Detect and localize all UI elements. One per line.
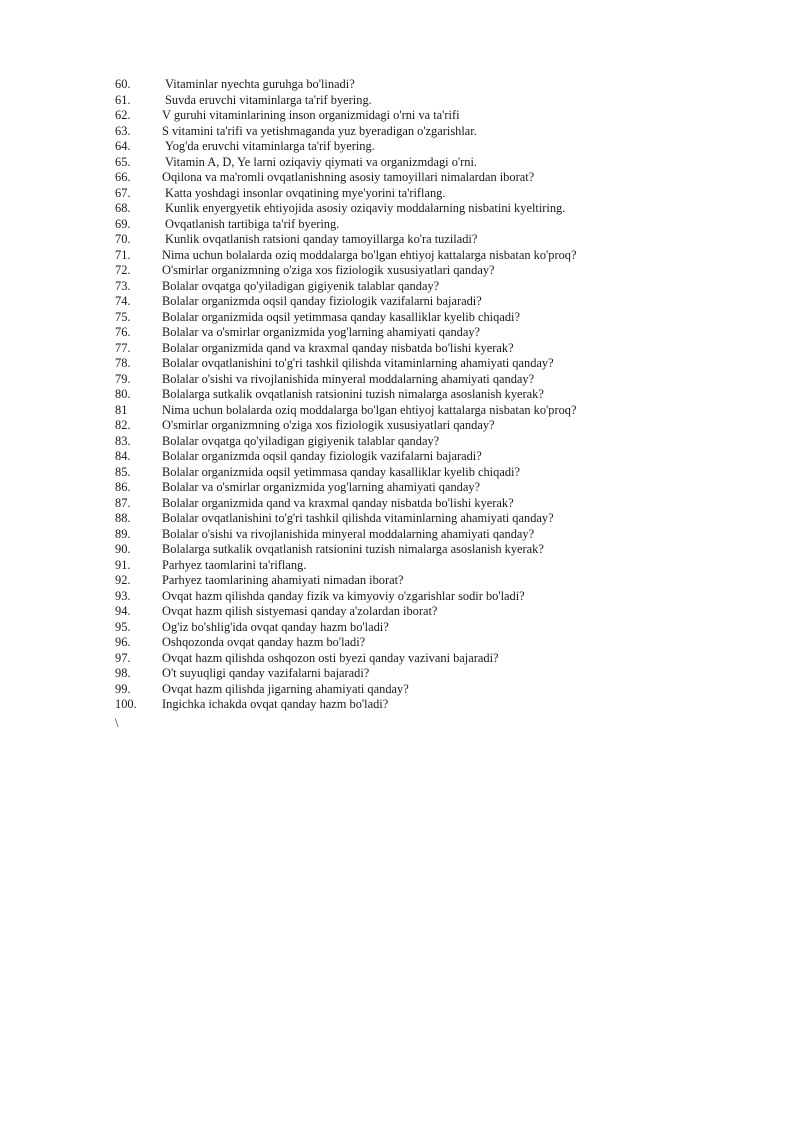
question-text: Parhyez taomlarini ta'riflang. [162,557,307,572]
question-list [115,77,755,713]
question-text: Bolalar organizmida qand va kraxmal qanday nisbatda bo'lishi kyerak? [162,495,514,510]
question-text: Katta yoshdagi insonlar ovqatining mye'yorini ta'riflang. [165,185,446,200]
question-text: Nima uchun bolalarda oziq moddalarga bo'lgan ehtiyoj kattalarga nisbatan ko'proq? [162,402,577,417]
question-number: 81 [115,402,128,417]
question-text: O'smirlar organizmning o'ziga xos fiziologik xususiyatlari qanday? [162,418,495,432]
question-number: 89. [115,526,131,541]
question-number: 76. [115,325,131,339]
question-text: Ovqat hazm qilishda jigarning ahamiyati qanday? [162,681,409,696]
question-text: Oshqozonda ovqat qanday hazm bo'ladi? [162,635,366,649]
question-text: Og'iz bo'shlig'ida ovqat qanday hazm bo'ladi? [162,619,389,634]
question-item [115,108,755,124]
question-number: 92. [115,573,131,587]
question-number: 68. [115,201,131,215]
question-item [115,263,755,279]
question-item [115,356,755,372]
question-text: Ovqatlanish tartibiga ta'rif byering. [165,216,340,231]
question-item [115,93,755,109]
question-item [115,558,755,574]
question-number: 91. [115,557,131,572]
question-text: V guruhi vitaminlarining inson organizmidagi o'rni va ta'rifi [162,108,460,122]
question-item [115,418,755,434]
question-item [115,542,755,558]
question-number: 95. [115,619,131,634]
question-number: 67. [115,185,131,200]
question-text: Parhyez taomlarining ahamiyati nimadan iborat? [162,573,404,587]
question-item [115,217,755,233]
question-text: Ovqat hazm qilish sistyemasi qanday a'zolardan iborat? [162,604,438,618]
question-item [115,449,755,465]
question-text: Bolalar organizmida qand va kraxmal qanday nisbatda bo'lishi kyerak? [162,340,514,355]
question-number: 86. [115,480,131,494]
question-number: 98. [115,666,131,680]
question-text: S vitamini ta'rifi va yetishmaganda yuz byeradigan o'zgarishlar. [162,123,477,138]
question-item [115,682,755,698]
question-number: 90. [115,542,131,556]
question-item [115,620,755,636]
question-number: 73. [115,278,131,293]
question-text: Vitaminlar nyechta guruhga bo'linadi? [165,77,355,91]
question-number: 63. [115,123,131,138]
question-text: Bolalar ovqatga qo'yiladigan gigiyenik talablar qanday? [162,433,440,448]
question-item [115,279,755,295]
question-text: Bolalar organizmda oqsil qanday fiziologik vazifalarni bajaradi? [162,294,482,308]
question-text: Kunlik ovqatlanish ratsioni qanday tamoyillarga ko'ra tuziladi? [165,232,478,246]
question-text: Bolalar organizmida oqsil yetimmasa qanday kasalliklar kyelib chiqadi? [162,464,520,479]
question-item [115,573,755,589]
question-number: 61. [115,92,131,107]
question-text: Bolalar ovqatlanishini to'g'ri tashkil qilishda vitaminlarning ahamiyati qanday? [162,356,554,370]
question-text: Bolalar o'sishi va rivojlanishida minyeral moddalarning ahamiyati qanday? [162,526,535,541]
question-text: Oqilona va ma'romli ovqatlanishning asosiy tamoyillari nimalardan iborat? [162,170,535,184]
question-item [115,372,755,388]
question-number: 79. [115,371,131,386]
question-item [115,124,755,140]
question-item [115,651,755,667]
question-number: 83. [115,433,131,448]
question-number: 96. [115,635,131,649]
question-text: Bolalarga sutkalik ovqatlanish ratsionini tuzish nimalarga asoslanish kyerak? [162,387,544,401]
question-text: Bolalar ovqatga qo'yiladigan gigiyenik talablar qanday? [162,278,440,293]
question-number: 71. [115,247,131,262]
question-number: 64. [115,139,131,153]
question-number: 87. [115,495,131,510]
question-text: Bolalarga sutkalik ovqatlanish ratsionini tuzish nimalarga asoslanish kyerak? [162,542,544,556]
question-number: 100. [115,697,137,711]
question-item [115,170,755,186]
question-number: 99. [115,681,131,696]
question-item [115,186,755,202]
question-item [115,310,755,326]
question-number: 69. [115,216,131,231]
question-item [115,465,755,481]
question-item [115,635,755,651]
question-number: 78. [115,356,131,370]
question-item [115,604,755,620]
question-item [115,480,755,496]
question-text: Vitamin A, D, Ye larni oziqaviy qiymati va organizmdagi o'rni. [165,154,478,169]
question-number: 85. [115,464,131,479]
question-text: Bolalar o'sishi va rivojlanishida minyeral moddalarning ahamiyati qanday? [162,371,535,386]
question-item [115,139,755,155]
question-item [115,403,755,419]
question-item [115,232,755,248]
question-text: Bolalar va o'smirlar organizmida yog'larning ahamiyati qanday? [162,480,481,494]
question-text: Nima uchun bolalarda oziq moddalarga bo'lgan ehtiyoj kattalarga nisbatan ko'proq? [162,247,577,262]
question-number: 65. [115,154,131,169]
question-number: 82. [115,418,131,432]
question-text: Ovqat hazm qilishda qanday fizik va kimyoviy o'zgarishlar sodir bo'ladi? [162,588,525,603]
question-text: Bolalar va o'smirlar organizmida yog'larning ahamiyati qanday? [162,325,481,339]
question-item [115,589,755,605]
question-item [115,387,755,403]
question-item [115,434,755,450]
question-item [115,294,755,310]
question-text: Suvda eruvchi vitaminlarga ta'rif byering. [165,92,372,107]
question-text: Yog'da eruvchi vitaminlarga ta'rif byering. [165,139,375,153]
question-number: 74. [115,294,131,308]
question-text: O'smirlar organizmning o'ziga xos fiziologik xususiyatlari qanday? [162,263,495,277]
question-item [115,77,755,93]
question-number: 88. [115,511,131,525]
question-number: 80. [115,387,131,401]
question-text: Bolalar organizmida oqsil yetimmasa qanday kasalliklar kyelib chiqadi? [162,309,520,324]
question-item [115,325,755,341]
question-item [115,496,755,512]
question-number: 84. [115,449,131,463]
question-number: 60. [115,77,131,91]
question-text: Ingichka ichakda ovqat qanday hazm bo'ladi? [162,697,389,711]
question-number: 94. [115,604,131,618]
question-item [115,201,755,217]
question-number: 75. [115,309,131,324]
question-text: Ovqat hazm qilishda oshqozon osti byezi qanday vazivani bajaradi? [162,650,499,665]
question-item [115,666,755,682]
question-item [115,697,755,713]
question-number: 66. [115,170,131,184]
question-text: O't suyuqligi qanday vazifalarni bajaradi? [162,666,370,680]
question-number: 93. [115,588,131,603]
trailing-backslash: \ [115,716,119,730]
question-item [115,511,755,527]
question-number: 70. [115,232,131,246]
question-text: Bolalar ovqatlanishini to'g'ri tashkil qilishda vitaminlarning ahamiyati qanday? [162,511,554,525]
question-text: Bolalar organizmda oqsil qanday fiziologik vazifalarni bajaradi? [162,449,482,463]
question-item [115,527,755,543]
question-item [115,155,755,171]
question-number: 72. [115,263,131,277]
question-number: 77. [115,340,131,355]
question-number: 97. [115,650,131,665]
question-text: Kunlik enyergyetik ehtiyojida asosiy oziqaviy moddalarning nisbatini kyeltiring. [165,201,566,215]
question-number: 62. [115,108,131,122]
question-item [115,341,755,357]
question-item [115,248,755,264]
